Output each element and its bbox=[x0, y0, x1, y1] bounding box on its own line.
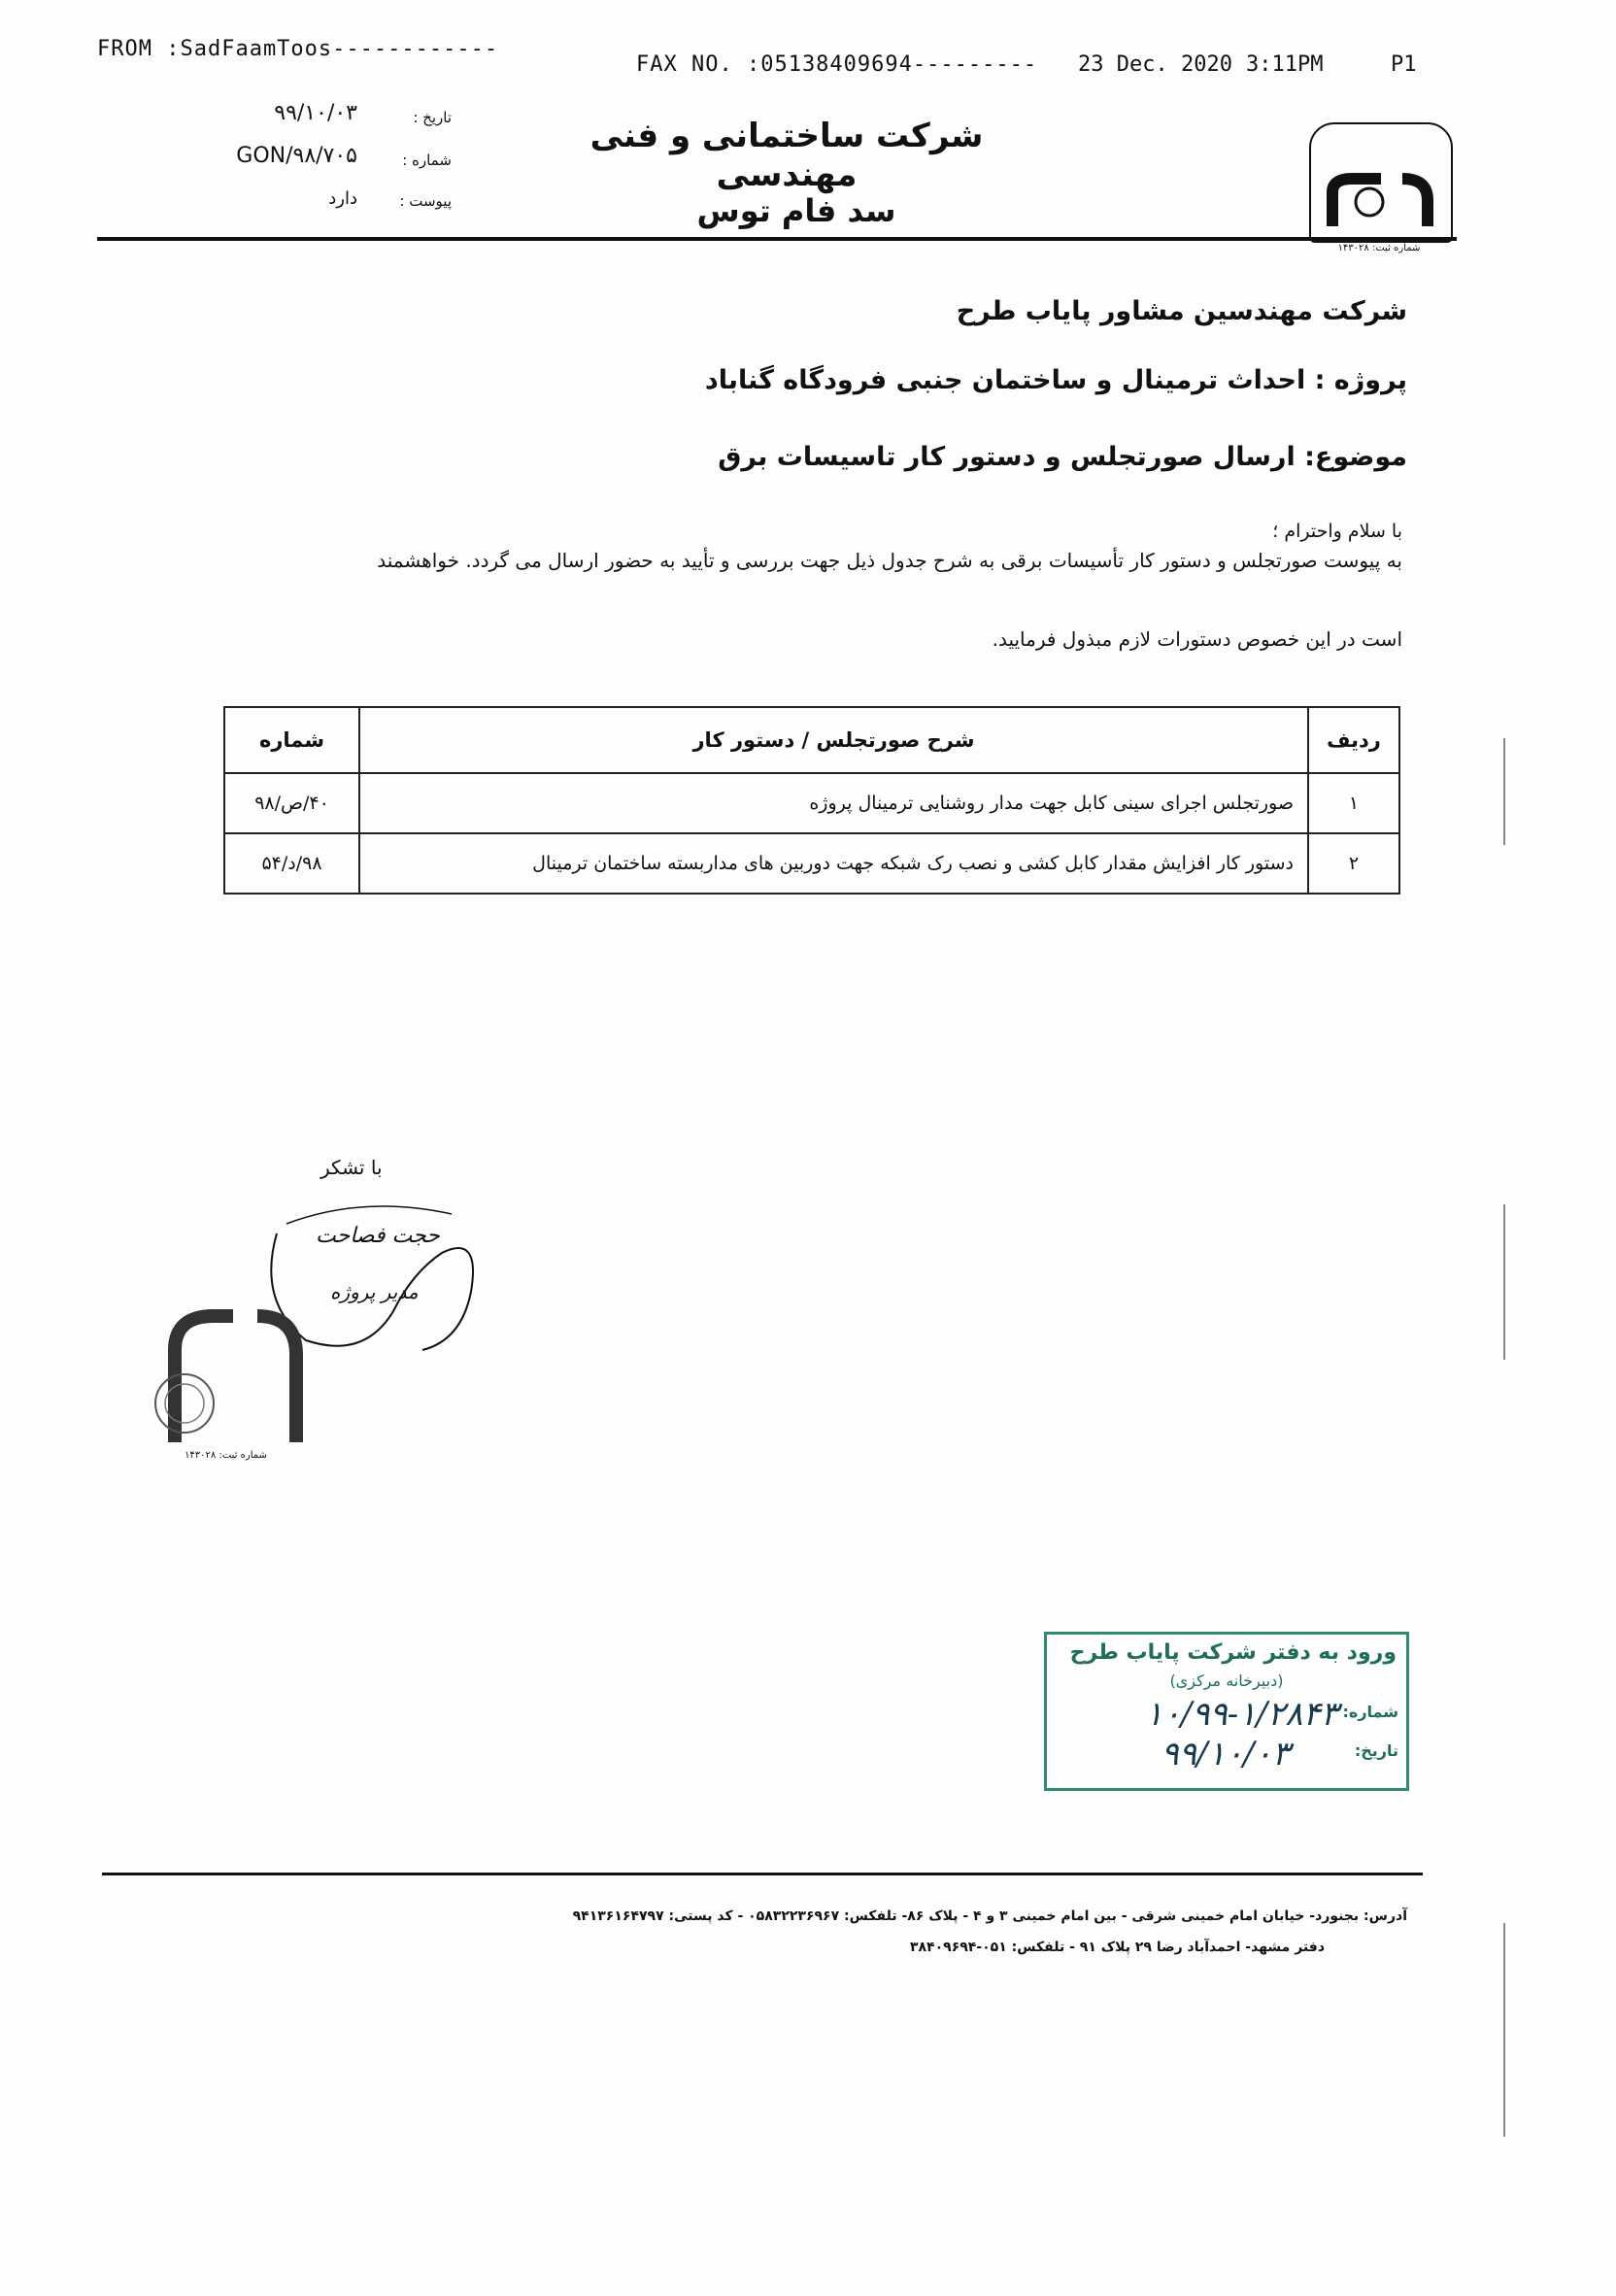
signer-name: حجت فصاحت bbox=[316, 1224, 440, 1248]
fax-date: 23 Dec. 2020 bbox=[1078, 52, 1232, 77]
cell-description: صورتجلس اجرای سینی کابل جهت مدار روشنایی ترمینال پروژه bbox=[359, 773, 1308, 833]
closing-thanks: با تشکر bbox=[320, 1156, 383, 1179]
body-paragraph-line2: است در این خصوص دستورات لازم مبذول فرمایید. bbox=[992, 627, 1402, 651]
recipient: شرکت مهندسین مشاور پایاب طرح bbox=[956, 296, 1407, 326]
header-divider bbox=[97, 237, 1457, 241]
signer-title: مدیر پروژه bbox=[330, 1280, 419, 1303]
fax-from: FROM :SadFaamToos------------ bbox=[97, 37, 499, 61]
cell-number: ۹۸/د/۵۴ bbox=[224, 833, 359, 894]
header-row-no: ردیف bbox=[1308, 707, 1399, 773]
number-label: شماره : bbox=[402, 152, 452, 169]
items-table bbox=[223, 706, 1400, 895]
fax-time: 3:11PM bbox=[1246, 52, 1324, 77]
footer-address-main: آدرس: بجنورد- خیابان امام خمینی شرقی - بین امام خمینی ۳ و ۴ - پلاک ۸۶- تلفکس: ۰۵۸۳۲۲۳۶۹۶۷ - کد پستی: ۹۴۱۳۶۱۶۴۷۹۷ bbox=[572, 1908, 1407, 1924]
scan-artifact bbox=[1503, 738, 1505, 845]
project-line: پروژه : احداث ترمینال و ساختمان جنبی فرودگاه گناباد bbox=[704, 365, 1407, 395]
logo-caption: شماره ثبت: ۱۴۳۰۲۸ bbox=[1337, 243, 1421, 253]
fax-page: P1 bbox=[1391, 52, 1417, 77]
table-row bbox=[224, 833, 1399, 894]
header-description: شرح صورتجلس / دستور کار bbox=[359, 707, 1308, 773]
cell-row-no: ۱ bbox=[1308, 773, 1399, 833]
cell-number: ۴۰/ص/۹۸ bbox=[224, 773, 359, 833]
table-header-row bbox=[224, 707, 1399, 773]
cell-row-no: ۲ bbox=[1308, 833, 1399, 894]
attachment-value: دارد bbox=[328, 188, 357, 209]
seal-icon bbox=[141, 1297, 311, 1452]
body-paragraph-line1: به پیوست صورتجلس و دستور کار تأسیسات برقی به شرح جدول ذیل جهت بررسی و تأیید به حضور ارسال می گردد. خواهشمند bbox=[377, 549, 1402, 572]
attachment-label: پیوست : bbox=[399, 192, 452, 210]
greeting: با سلام واحترام ؛ bbox=[1272, 521, 1402, 542]
footer-divider bbox=[102, 1873, 1423, 1875]
cell-description: دستور کار افزایش مقدار کابل کشی و نصب رک شبکه جهت دوربین های مداربسته ساختمان ترمینال bbox=[359, 833, 1308, 894]
date-label: تاریخ : bbox=[413, 109, 452, 126]
company-seal bbox=[141, 1297, 311, 1462]
date-value: ۹۹/۱۰/۰۳ bbox=[274, 101, 357, 125]
receipt-date-label: تاریخ: bbox=[1354, 1741, 1398, 1760]
receipt-stamp bbox=[1044, 1632, 1409, 1791]
subject-line: موضوع: ارسال صورتجلس و دستور کار تاسیسات برق bbox=[718, 442, 1407, 472]
fax-number: FAX NO. :05138409694--------- bbox=[636, 52, 1038, 77]
scan-artifact bbox=[1503, 1923, 1505, 2137]
company-name: شرکت ساختمانی و فنی مهندسی bbox=[589, 117, 984, 194]
logo-mark-icon bbox=[1323, 173, 1439, 231]
header-number: شماره bbox=[224, 707, 359, 773]
receipt-number-value: ۱۰/۹۹-۱/۲۸۴۳ bbox=[1145, 1695, 1338, 1734]
table-row bbox=[224, 773, 1399, 833]
scan-artifact bbox=[1503, 1204, 1505, 1360]
number-value: GON/۹۸/۷۰۵ bbox=[236, 144, 357, 168]
footer-address-branch: دفتر مشهد- احمدآباد رضا ۲۹ پلاک ۹۱ - تلفکس: ۰۵۱-۳۸۴۰۹۶۹۴ bbox=[909, 1940, 1325, 1955]
receipt-title: ورود به دفتر شرکت پایاب طرح bbox=[1069, 1640, 1397, 1665]
receipt-date-value: ۹۹/۱۰/۰۳ bbox=[1161, 1735, 1290, 1773]
seal-caption: شماره ثبت: ۱۴۳۰۲۸ bbox=[185, 1450, 267, 1461]
receipt-subtitle: (دبیرخانه مرکزی) bbox=[1169, 1671, 1284, 1690]
company-subname: سد فام توس bbox=[696, 192, 896, 229]
receipt-number-label: شماره: bbox=[1342, 1703, 1398, 1721]
